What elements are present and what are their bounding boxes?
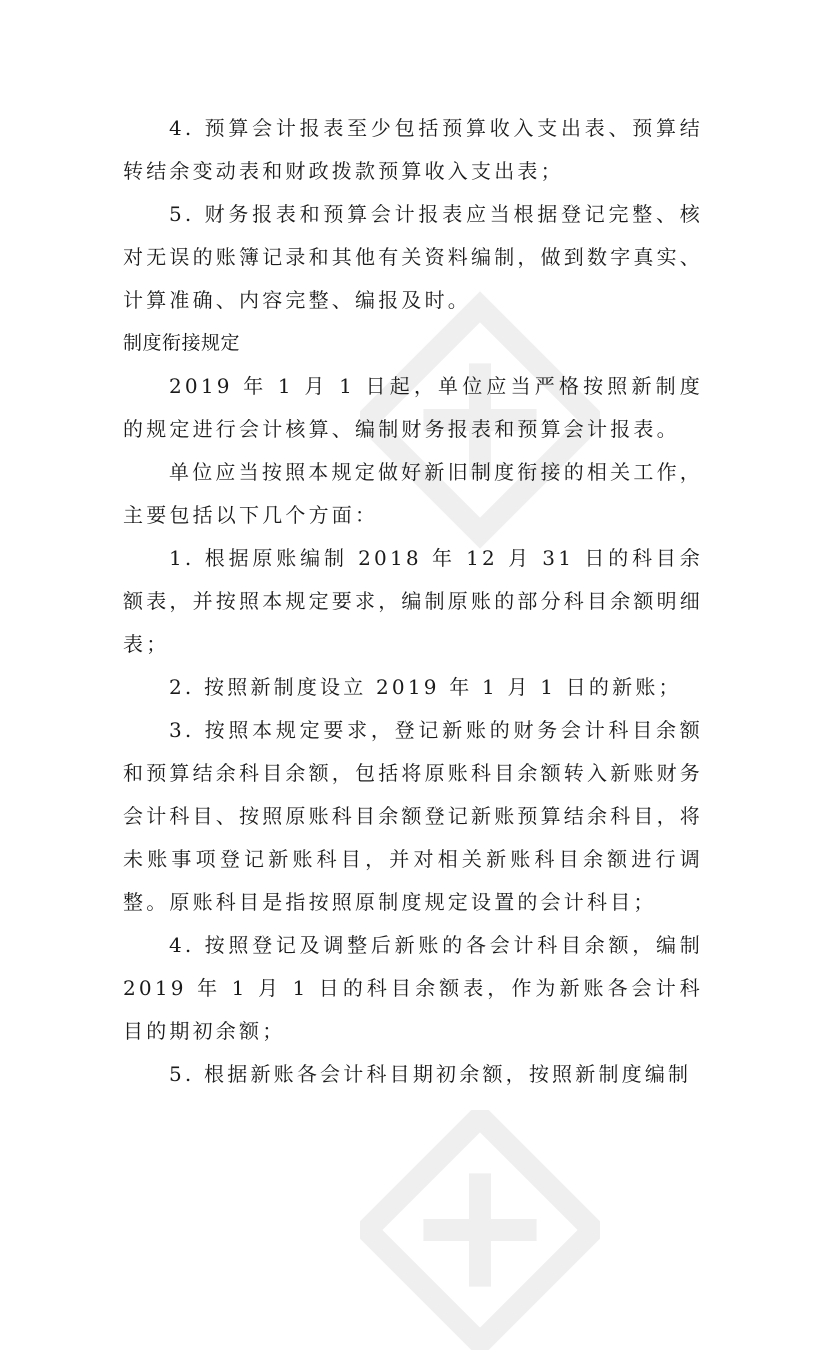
paragraph-step-2: 2. 按照新制度设立 2019 年 1 月 1 日的新账；	[169, 675, 682, 699]
paragraph-step-5: 5. 根据新账各会计科目期初余额，按照新制度编制	[169, 1062, 692, 1086]
paragraph-step-3: 3. 按照本规定要求，登记新账的财务会计科目余额和预算结余科目余额，包括将原账科目余额转入新账财务会计科目、按照原账科目余额登记新账预算结余科目，将未账事项登记新账科目，并对相关新账科目余额进行调整。原账科目是指按照原制度规定设置的会计科目；	[123, 718, 703, 914]
paragraph-item-5-report-preparation: 5. 财务报表和预算会计报表应当根据登记完整、核对无误的账簿记录和其他有关资料编制，做到数字真实、计算准确、内容完整、编报及时。	[123, 202, 703, 312]
watermark-logo-icon-bottom	[360, 1110, 600, 1350]
paragraph-step-4: 4. 按照登记及调整后新账的各会计科目余额，编制 2019 年 1 月 1 日的科目余额表，作为新账各会计科目的期初余额；	[123, 933, 703, 1043]
section-heading: 制度衔接规定	[123, 332, 241, 354]
paragraph-transition-intro: 单位应当按照本规定做好新旧制度衔接的相关工作，主要包括以下几个方面：	[123, 460, 703, 527]
paragraph-effective-date: 2019 年 1 月 1 日起，单位应当严格按照新制度的规定进行会计核算、编制财务报表和预算会计报表。	[123, 374, 703, 441]
paragraph-item-4-budget-reports: 4. 预算会计报表至少包括预算收入支出表、预算结转结余变动表和财政拨款预算收入支出表；	[123, 116, 703, 183]
document-body	[123, 107, 703, 1096]
paragraph-step-1: 1. 根据原账编制 2018 年 12 月 31 日的科目余额表，并按照本规定要求，编制原账的部分科目余额明细表；	[123, 546, 703, 656]
